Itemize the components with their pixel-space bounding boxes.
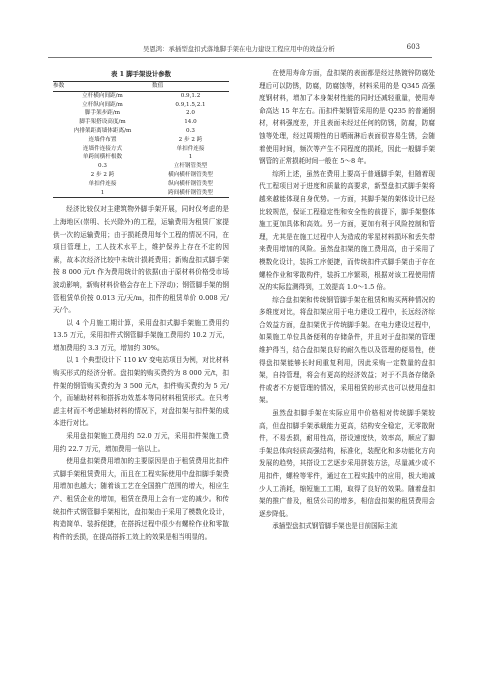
- table-row: [53, 189, 229, 198]
- body-paragraph: 采用盘扣架施工费用约 52.0 万元，采用扣件架施工费用约 22.7 万元，增加费用一倍以上。: [53, 432, 229, 453]
- table-row: [53, 171, 229, 180]
- table-cell: 立杆横向间距/m: [82, 92, 123, 99]
- table-cell: 1: [53, 189, 152, 198]
- table-row: [53, 101, 229, 110]
- table-cell: 连墙件布置: [88, 136, 117, 143]
- table-row: [53, 153, 229, 162]
- table-caption: 表 1 脚手架设计参数: [110, 70, 172, 78]
- table-cell: 内排架距离墙体距离/m: [73, 127, 132, 134]
- body-paragraph: 综合盘扣架和传统钢管脚手架在租赁和购买两种情况的多维度对比，将盘扣架应用于电力建设工程中，长远经济综合效益方面，盘扣架优于传统脚手架。在电力建设过程中，如果施工单位具备便利的存储条件，并且对于盘扣架的管理维护得当，结合盘扣架良好的耐久性以及管理的便易性，使得盘扣架能够长时间重复利用，因此采购一定数量的盘扣架，自持管理，将会有更高的经济效益；对于不具备存储条件或者不方便管理的情况，采用租赁的形式也可以使用盘扣架。: [259, 295, 435, 405]
- header-title: 吴恩鸿：承插型盘扣式落地脚手架在电力建设工程应用中的效益分析: [143, 45, 335, 53]
- table-cell: 14.0: [184, 119, 197, 126]
- table-cell: 2 步 2 跨: [178, 136, 203, 143]
- running-header: [48, 42, 432, 56]
- table-cell: 连墙件连接方式: [82, 145, 123, 152]
- table-cell: 立杆纵向间距/m: [82, 101, 123, 108]
- table-cell: 脚手架搭设高度/m: [79, 119, 126, 126]
- table-cell: 单扣件连接: [88, 180, 117, 187]
- column-header: 参数: [53, 82, 152, 92]
- table-cell: 跨间横杆钢管类型: [152, 189, 229, 198]
- table-row: [53, 180, 229, 189]
- table-cell: 脚手架步距/m: [84, 110, 121, 117]
- table-header-row: [53, 82, 229, 92]
- table-cell: 0.3: [98, 163, 107, 170]
- body-paragraph: 经济比较仅对主建筑物外脚手架开展，同时仅考虑的是上海地区(崇明、长兴除外)的工程，运输费用为租赁厂家提供一次的运输费用；由于损耗费用每个工程的情况不同，在项目管理上，工人技术水平上，维护保养上存在不定的因素，故本次经济比较中未统计损耗费用；新购盘扣式脚手架按 8 000 元/t 作为费用统计的依据(由于原材料价格受市场波动影响，新购材料价格会存在上下浮动)；钢管脚手架的钢管租赁单价按 0.013 元/天/m，扣件的租赁单价 0.008 元/天/个。: [53, 205, 229, 315]
- right-column: [259, 67, 435, 533]
- table-cell: 2 步 2 跨: [90, 171, 115, 178]
- column-header: 数值: [152, 82, 229, 92]
- parameter-table: [53, 81, 229, 198]
- table-row: [53, 91, 229, 100]
- table-cell: 0.3: [186, 127, 195, 134]
- table-cell: 2.0: [186, 110, 195, 117]
- body-paragraph: 虽然盘扣脚手架在实际应用中价格相对传统脚手架较高，但盘扣脚手架承载能力更高，结构安全稳定，无零散附件，不易丢损，耐用性高，搭设速度快，效率高，顺应了脚手架总体向轻质高强结构，标准化，装配化和多功能化方向发展的趋势，其搭设工艺逐步采用拼装方法，尽量减少或不用扣件，螺栓等零件，通过在工程实践中的应用，极大地减少人工消耗，缩短施工工期，取得了良好的效果。随着盘扣架的推广普及，租赁公司的增多，相信盘扣架的租赁费用会逐步降低。: [259, 409, 435, 518]
- table-row: [53, 162, 229, 171]
- body-paragraph: 承插型盘扣式钢管脚手架也是目前国际主流: [272, 522, 398, 531]
- table-cell: 横向横杆钢管类型: [168, 171, 213, 178]
- table-row: [53, 109, 229, 118]
- table-cell: 纵向横杆钢管类型: [168, 180, 213, 187]
- table-row: [53, 127, 229, 136]
- body-paragraph: 在使用寿命方面，盘扣架的表面都是经过热镀锌防腐处理后可以防锈，防腐，防腐蚀等，材料采用的是 Q345 高强度钢材料，增加了本身架材性能的同时还减轻重量，使用寿命高达 15 年左右。而扣件架钢管采用的是 Q235 的普通钢材，材料强度差，并且表面未经过任何的防锈，防腐，防腐蚀等处理，经过周期性的日晒雨淋后表面很容易生锈，会随着使用时间，频次等产生不同程度的损耗，因此一般脚手架钢管的正常损耗时间一般在 5～8 年。: [259, 69, 435, 166]
- table-row: [53, 136, 229, 145]
- table-cell: 单跨间横杆根数: [82, 154, 123, 161]
- table-cell: 立杆钢管类型: [173, 163, 208, 170]
- table-row: [53, 145, 229, 154]
- header-rule: [48, 57, 432, 58]
- left-column: [53, 69, 229, 543]
- table-cell: 0.9,1.2: [180, 92, 201, 99]
- table-cell: 0.9,1.5,2.1: [175, 101, 206, 108]
- table-cell: 1: [188, 154, 193, 161]
- table-cell: 单扣件连接: [176, 145, 205, 152]
- body-paragraph: 以 4 个月施工期计算，采用盘扣式脚手架施工费用约 13.5 万元，采用扣件式钢管脚手架施工费用约 10.2 万元，增加费用约 3.3 万元，增加约 30%。: [53, 318, 229, 352]
- table-row: [53, 118, 229, 127]
- body-paragraph: 使用盘扣架费用增加的主要原因是由于租赁费用比扣件式脚手架租赁费用大，而且在工程实际使用中盘扣脚手架费用增加也越大；随着该工艺在全国推广范围的增大，相应生产、租赁企业的增加，租赁在费用上会有一定的减少。和传统扣件式钢管脚手架相比，盘扣架由于采用了模数化设计，构造简单、装拆便捷，在搭拆过程中很少有螺栓作业和零散构件的丢损，在提高搭拆工效上的效果是相当明显的。: [53, 457, 229, 541]
- body-paragraph: 综所上述，虽然在费用上要高于普通脚手架，但随着现代工程项目对于进度和质量的高要求，新型盘扣式脚手架将越来越能体现自身优势。一方面，其脚手架的架体设计已经比较规范，保证工程稳定性和安全性的前提下，脚手架整体施工更加具体和高效。另一方面，更加有利于风险控制和管理，尤其是在施工过程中人为造成的零星材料损坏和丢失带来费用增加的风险。虽然盘扣架的施工费用高，由于采用了模数化设计，装拆工序便捷，而传统扣件式脚手架由于存在螺栓作业和零散构件，装拆工序繁琐，根据对该工程使用情况的实际监测得到，工效提高 1.0～1.5 倍。: [259, 169, 435, 292]
- body-paragraph: 以 1 个典型设计下 110 kV 变电站项目为例，对比材料购买形式的经济分析。盘扣架的购买费约为 8 000 元/t，扣件架的钢管购买费约为 3 500 元/t，扣件购买费约为 5 元/个，而辅助材料和搭拆功效基本等同材料租赁形式。在只考虑主材而不考虑辅助材料的情况下，对盘扣架与扣件架的成本进行对比。: [53, 356, 229, 428]
- page-number: 603: [406, 43, 420, 51]
